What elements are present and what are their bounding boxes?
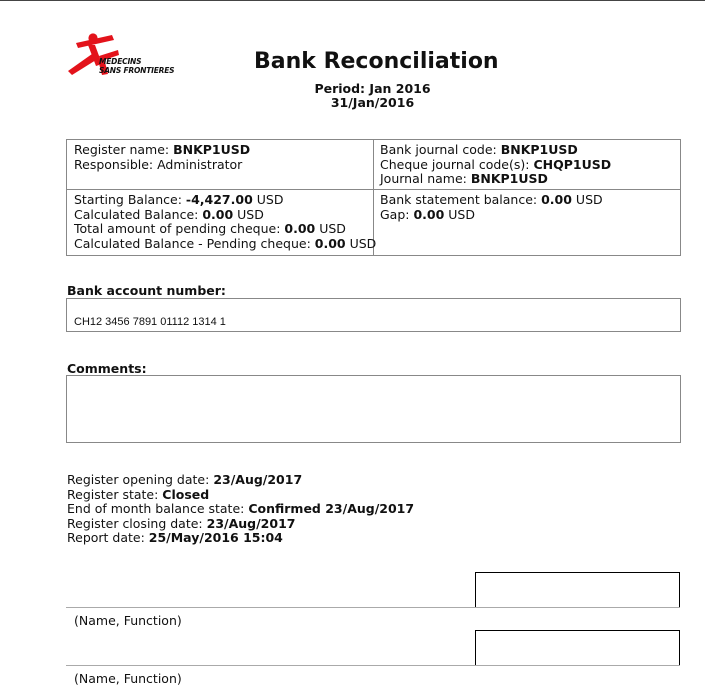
signature-box-1 [475,572,680,608]
journal-codes-cell: Bank journal code: BNKP1USD Cheque journal code(s): CHQP1USD Journal name: BNKP1USD [380,142,612,186]
logo-text-line2: SANS FRONTIERES [99,66,175,75]
balances-cell: Starting Balance: -4,427.00 USD Calculated Balance: 0.00 USD Total amount of pending cheque: 0.00 USD Calculated Balance - Pending cheque: 0.00 USD [74,192,377,251]
bank-journal-code-value: BNKP1USD [500,142,578,157]
starting-balance-value: -4,427.00 [185,192,253,207]
comments-label: Comments: [67,361,147,376]
bank-account-value: CH12 3456 7891 01112 1314 1 [74,316,226,328]
register-state-value: Closed [162,486,210,502]
comments-box [66,375,681,443]
gap-value: 0.00 [413,206,445,222]
period-label: Period: Jan 2016 [314,81,431,96]
pending-cheque-value: 0.00 [284,221,316,236]
responsible-text: Responsible: Administrator [74,156,243,172]
cheque-journal-code-value: CHQP1USD [533,156,612,172]
period-date: 31/Jan/2016 [330,95,415,110]
journal-name-value: BNKP1USD [470,171,548,186]
comments-value [67,376,680,384]
month-end-state-value: Confirmed 23/Aug/2017 [248,501,415,516]
closing-date-value: 23/Aug/2017 [206,515,296,531]
calc-minus-pending-value: 0.00 [314,235,346,251]
bank-statement-cell: Bank statement balance: 0.00 USD Gap: 0.00 USD [380,192,603,222]
logo-text-line1: MEDECINS [99,57,142,66]
period-block [300,82,445,110]
signature-label-1: (Name, Function) [74,613,182,628]
page-top-border [0,0,705,1]
signature-box-2 [475,630,680,666]
report-date-value: 25/May/2016 15:04 [148,530,283,545]
bank-statement-value: 0.00 [541,192,572,207]
opening-date-value: 23/Aug/2017 [213,472,303,487]
summary-table-divider-horizontal [66,189,681,190]
register-name-value: BNKP1USD [173,142,251,157]
signature-line-1 [66,607,680,608]
signature-line-2 [66,665,680,666]
register-name-cell: Register name: BNKP1USD Responsible: Administrator [74,142,251,172]
bank-account-label: Bank account number: [67,283,226,298]
signature-label-2: (Name, Function) [74,671,182,686]
register-info: Register opening date: 23/Aug/2017 Register state: Closed End of month balance state: Confirmed 23/Aug/2017 Register closing date: 23/Aug/2017 Report date: 25/May/2016 15:04 [67,472,415,545]
logo-text [99,57,174,75]
calculated-balance-value: 0.00 [202,206,234,222]
page-title: Bank Reconciliation [254,49,499,74]
